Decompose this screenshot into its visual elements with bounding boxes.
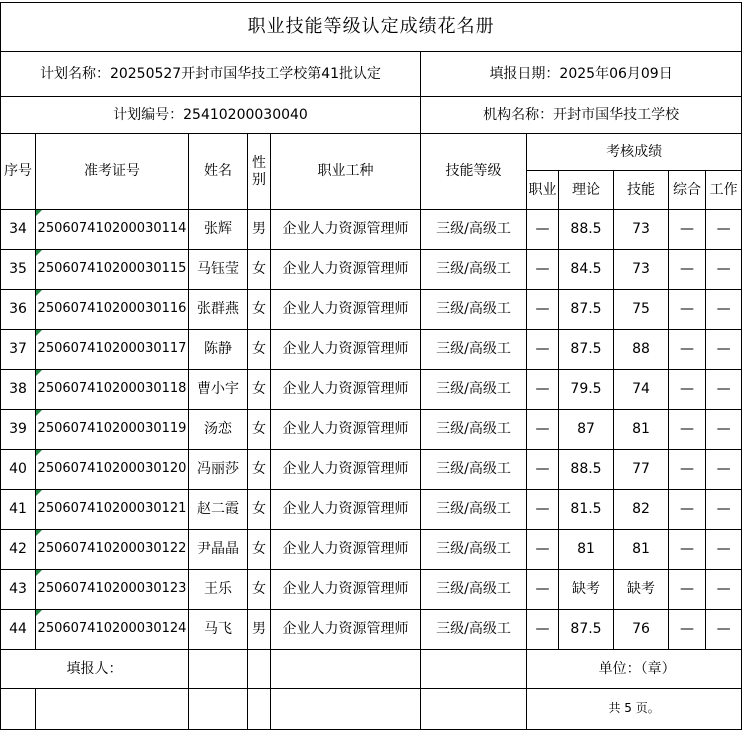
footer-cell [36, 689, 189, 730]
row-name: 汤恋 [189, 410, 248, 450]
row-ticket: 250607410200030116 [36, 290, 189, 330]
score-roster-table [0, 2, 742, 730]
row-ticket: 250607410200030119 [36, 410, 189, 450]
page-count: 共 5 页。 [527, 689, 742, 730]
row-ethics: — [527, 330, 559, 370]
row-name: 张辉 [189, 210, 248, 250]
row-name: 陈静 [189, 330, 248, 370]
table-row [1, 250, 742, 290]
row-job: 企业人力资源管理师 [271, 570, 421, 610]
row-comprehensive: — [669, 490, 706, 530]
row-job: 企业人力资源管理师 [271, 330, 421, 370]
header-name: 姓名 [189, 134, 248, 210]
row-seq: 42 [1, 530, 36, 570]
row-skill: 75 [614, 290, 669, 330]
row-ethics: — [527, 450, 559, 490]
table-row [1, 210, 742, 250]
fill-date: 填报日期：2025年06月09日 [421, 52, 742, 97]
row-ethics: — [527, 290, 559, 330]
row-job: 企业人力资源管理师 [271, 450, 421, 490]
row-comprehensive: — [669, 410, 706, 450]
row-level: 三级/高级工 [421, 370, 527, 410]
row-comprehensive: — [669, 250, 706, 290]
row-seq: 40 [1, 450, 36, 490]
row-name: 马飞 [189, 610, 248, 650]
row-ethics: — [527, 410, 559, 450]
row-ticket: 250607410200030118 [36, 370, 189, 410]
row-ticket: 250607410200030121 [36, 490, 189, 530]
row-seq: 34 [1, 210, 36, 250]
row-skill: 76 [614, 610, 669, 650]
row-comprehensive: — [669, 210, 706, 250]
row-work: — [706, 250, 742, 290]
row-theory: 87 [559, 410, 614, 450]
row-ticket: 250607410200030122 [36, 530, 189, 570]
row-ethics: — [527, 570, 559, 610]
row-gender: 女 [248, 450, 271, 490]
row-work: — [706, 370, 742, 410]
row-theory: 88.5 [559, 450, 614, 490]
row-comprehensive: — [669, 330, 706, 370]
row-comprehensive: — [669, 530, 706, 570]
row-level: 三级/高级工 [421, 410, 527, 450]
header-level: 技能等级 [421, 134, 527, 210]
row-work: — [706, 290, 742, 330]
row-work: — [706, 450, 742, 490]
row-comprehensive: — [669, 450, 706, 490]
row-name: 张群燕 [189, 290, 248, 330]
row-seq: 44 [1, 610, 36, 650]
row-name: 赵二霞 [189, 490, 248, 530]
row-job: 企业人力资源管理师 [271, 490, 421, 530]
row-skill: 77 [614, 450, 669, 490]
table-row [1, 490, 742, 530]
header-theory: 理论 [559, 171, 614, 210]
row-work: — [706, 410, 742, 450]
row-skill: 74 [614, 370, 669, 410]
header-comprehensive: 综合 [669, 171, 706, 210]
table-row [1, 530, 742, 570]
header-work: 工作 [706, 171, 742, 210]
row-gender: 女 [248, 530, 271, 570]
row-level: 三级/高级工 [421, 570, 527, 610]
plan-name: 计划名称：20250527开封市国华技工学校第41批认定 [1, 52, 421, 97]
unit-seal-label: 单位：（章） [527, 650, 742, 689]
row-name: 冯丽莎 [189, 450, 248, 490]
row-name: 曹小宇 [189, 370, 248, 410]
row-theory: 87.5 [559, 290, 614, 330]
row-level: 三级/高级工 [421, 610, 527, 650]
row-theory: 84.5 [559, 250, 614, 290]
row-work: — [706, 330, 742, 370]
row-ethics: — [527, 210, 559, 250]
row-ticket: 250607410200030115 [36, 250, 189, 290]
row-seq: 37 [1, 330, 36, 370]
row-skill: 73 [614, 250, 669, 290]
row-job: 企业人力资源管理师 [271, 210, 421, 250]
row-level: 三级/高级工 [421, 330, 527, 370]
table-row [1, 570, 742, 610]
row-theory: 81 [559, 530, 614, 570]
header-ethics: 职业 [527, 171, 559, 210]
row-comprehensive: — [669, 610, 706, 650]
row-gender: 女 [248, 490, 271, 530]
row-job: 企业人力资源管理师 [271, 530, 421, 570]
row-work: — [706, 210, 742, 250]
row-job: 企业人力资源管理师 [271, 410, 421, 450]
row-level: 三级/高级工 [421, 290, 527, 330]
plan-code: 计划编号：25410200030040 [1, 97, 421, 134]
table-row [1, 610, 742, 650]
table-row [1, 410, 742, 450]
row-name: 马钰莹 [189, 250, 248, 290]
row-work: — [706, 530, 742, 570]
row-ethics: — [527, 610, 559, 650]
row-ticket: 250607410200030117 [36, 330, 189, 370]
table-row [1, 290, 742, 330]
footer-cell [421, 650, 527, 689]
row-gender: 女 [248, 410, 271, 450]
row-gender: 女 [248, 250, 271, 290]
row-seq: 36 [1, 290, 36, 330]
footer-cell [248, 650, 271, 689]
row-ethics: — [527, 370, 559, 410]
page-title: 职业技能等级认定成绩花名册 [1, 3, 742, 52]
row-theory: 87.5 [559, 330, 614, 370]
row-ticket: 250607410200030124 [36, 610, 189, 650]
header-scores: 考核成绩 [527, 134, 742, 171]
row-theory: 缺考 [559, 570, 614, 610]
header-seq: 序号 [1, 134, 36, 210]
header-ticket: 准考证号 [36, 134, 189, 210]
header-skill: 技能 [614, 171, 669, 210]
footer-cell [421, 689, 527, 730]
row-job: 企业人力资源管理师 [271, 370, 421, 410]
row-job: 企业人力资源管理师 [271, 610, 421, 650]
footer-cell [189, 650, 248, 689]
row-theory: 87.5 [559, 610, 614, 650]
row-skill: 88 [614, 330, 669, 370]
row-seq: 35 [1, 250, 36, 290]
row-level: 三级/高级工 [421, 530, 527, 570]
row-ethics: — [527, 530, 559, 570]
row-seq: 43 [1, 570, 36, 610]
row-seq: 41 [1, 490, 36, 530]
row-comprehensive: — [669, 370, 706, 410]
row-skill: 73 [614, 210, 669, 250]
row-job: 企业人力资源管理师 [271, 290, 421, 330]
footer-cell [248, 689, 271, 730]
row-theory: 79.5 [559, 370, 614, 410]
table-row [1, 330, 742, 370]
row-skill: 82 [614, 490, 669, 530]
row-theory: 88.5 [559, 210, 614, 250]
footer-cell [271, 650, 421, 689]
row-level: 三级/高级工 [421, 490, 527, 530]
row-work: — [706, 610, 742, 650]
row-gender: 女 [248, 290, 271, 330]
row-name: 王乐 [189, 570, 248, 610]
footer-cell [189, 689, 248, 730]
row-gender: 女 [248, 370, 271, 410]
row-gender: 男 [248, 210, 271, 250]
row-name: 尹晶晶 [189, 530, 248, 570]
row-gender: 男 [248, 610, 271, 650]
row-level: 三级/高级工 [421, 450, 527, 490]
row-skill: 81 [614, 530, 669, 570]
row-skill: 缺考 [614, 570, 669, 610]
footer-cell [271, 689, 421, 730]
row-ticket: 250607410200030123 [36, 570, 189, 610]
row-seq: 38 [1, 370, 36, 410]
row-level: 三级/高级工 [421, 250, 527, 290]
header-gender: 性别 [248, 134, 271, 210]
row-work: — [706, 490, 742, 530]
table-row [1, 450, 742, 490]
row-job: 企业人力资源管理师 [271, 250, 421, 290]
header-job: 职业工种 [271, 134, 421, 210]
row-seq: 39 [1, 410, 36, 450]
row-comprehensive: — [669, 570, 706, 610]
row-gender: 女 [248, 570, 271, 610]
filler-label: 填报人： [1, 650, 189, 689]
row-theory: 81.5 [559, 490, 614, 530]
row-ethics: — [527, 490, 559, 530]
table-row [1, 370, 742, 410]
row-comprehensive: — [669, 290, 706, 330]
footer-cell [1, 689, 36, 730]
row-work: — [706, 570, 742, 610]
org-name: 机构名称：开封市国华技工学校 [421, 97, 742, 134]
row-ethics: — [527, 250, 559, 290]
row-ticket: 250607410200030114 [36, 210, 189, 250]
row-ticket: 250607410200030120 [36, 450, 189, 490]
row-gender: 女 [248, 330, 271, 370]
row-skill: 81 [614, 410, 669, 450]
row-level: 三级/高级工 [421, 210, 527, 250]
